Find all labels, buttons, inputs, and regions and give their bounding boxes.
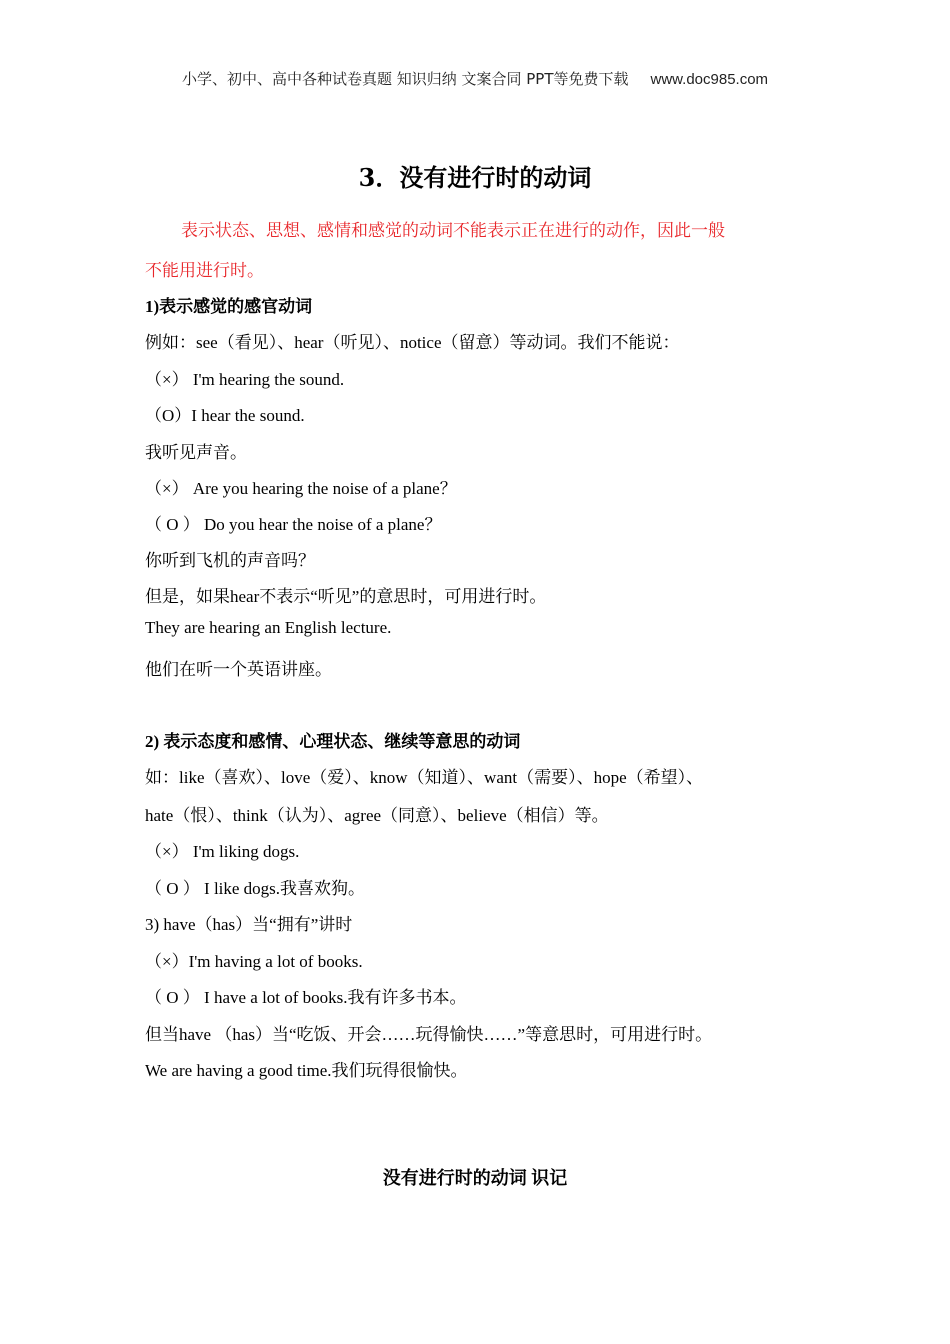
section1-line: 他们在听一个英语讲座。 xyxy=(145,660,332,679)
header-text: 小学、初中、高中各种试卷真题 知识归纳 文案合同 PPT等免费下载 xyxy=(181,70,629,88)
section2-line: 但当have （has）当“吃饭、开会……玩得愉快……”等意思时，可用进行时。 xyxy=(145,1025,713,1044)
header-url[interactable]: www.doc985.com xyxy=(650,71,769,88)
section2-heading: 2) 表示态度和感情、心理状态、继续等意思的动词 xyxy=(145,732,521,751)
section2-line: 如：like（喜欢）、love（爱）、know（知道）、want（需要）、hope（希望）、 xyxy=(145,768,704,787)
section2-line: 3) have（has）当“拥有”讲时 xyxy=(145,915,353,934)
page-header xyxy=(0,68,950,89)
section1-heading: 1)表示感觉的感官动词 xyxy=(145,297,313,316)
intro-line-2: 不能用进行时。 xyxy=(145,261,264,280)
section1-line: 例如：see（看见）、hear（听见）、notice（留意）等动词。我们不能说： xyxy=(145,333,680,352)
section1-line: They are hearing an English lecture. xyxy=(145,618,392,637)
section1-line: （O）I hear the sound. xyxy=(145,406,305,425)
section-subtitle: 没有进行时的动词 识记 xyxy=(382,1168,568,1188)
section1-line: 我听见声音。 xyxy=(145,443,247,462)
page-title: 3．没有进行时的动词 xyxy=(358,163,592,192)
section1-line: （×） I'm hearing the sound. xyxy=(145,370,345,389)
section1-line: 你听到飞机的声音吗？ xyxy=(145,551,315,570)
section2-line: （ O ） I have a lot of books.我有许多书本。 xyxy=(145,988,467,1007)
section1-line: （ O ） Do you hear the noise of a plane？ xyxy=(145,515,442,534)
section2-line: hate（恨）、think（认为）、agree（同意）、believe（相信）等。 xyxy=(145,806,609,825)
section2-line: We are having a good time.我们玩得很愉快。 xyxy=(145,1061,468,1080)
section1-line: （×） Are you hearing the noise of a plane？ xyxy=(145,479,457,498)
section1-line: 但是，如果hear不表示“听见”的意思时，可用进行时。 xyxy=(145,587,547,606)
section2-line: （ O ） I like dogs.我喜欢狗。 xyxy=(145,879,366,898)
section2-line: （×）I'm having a lot of books. xyxy=(145,952,363,971)
intro-line-1: 表示状态、思想、感情和感觉的动词不能表示正在进行的动作，因此一般 xyxy=(181,221,725,240)
section2-line: （×） I'm liking dogs. xyxy=(145,842,300,861)
